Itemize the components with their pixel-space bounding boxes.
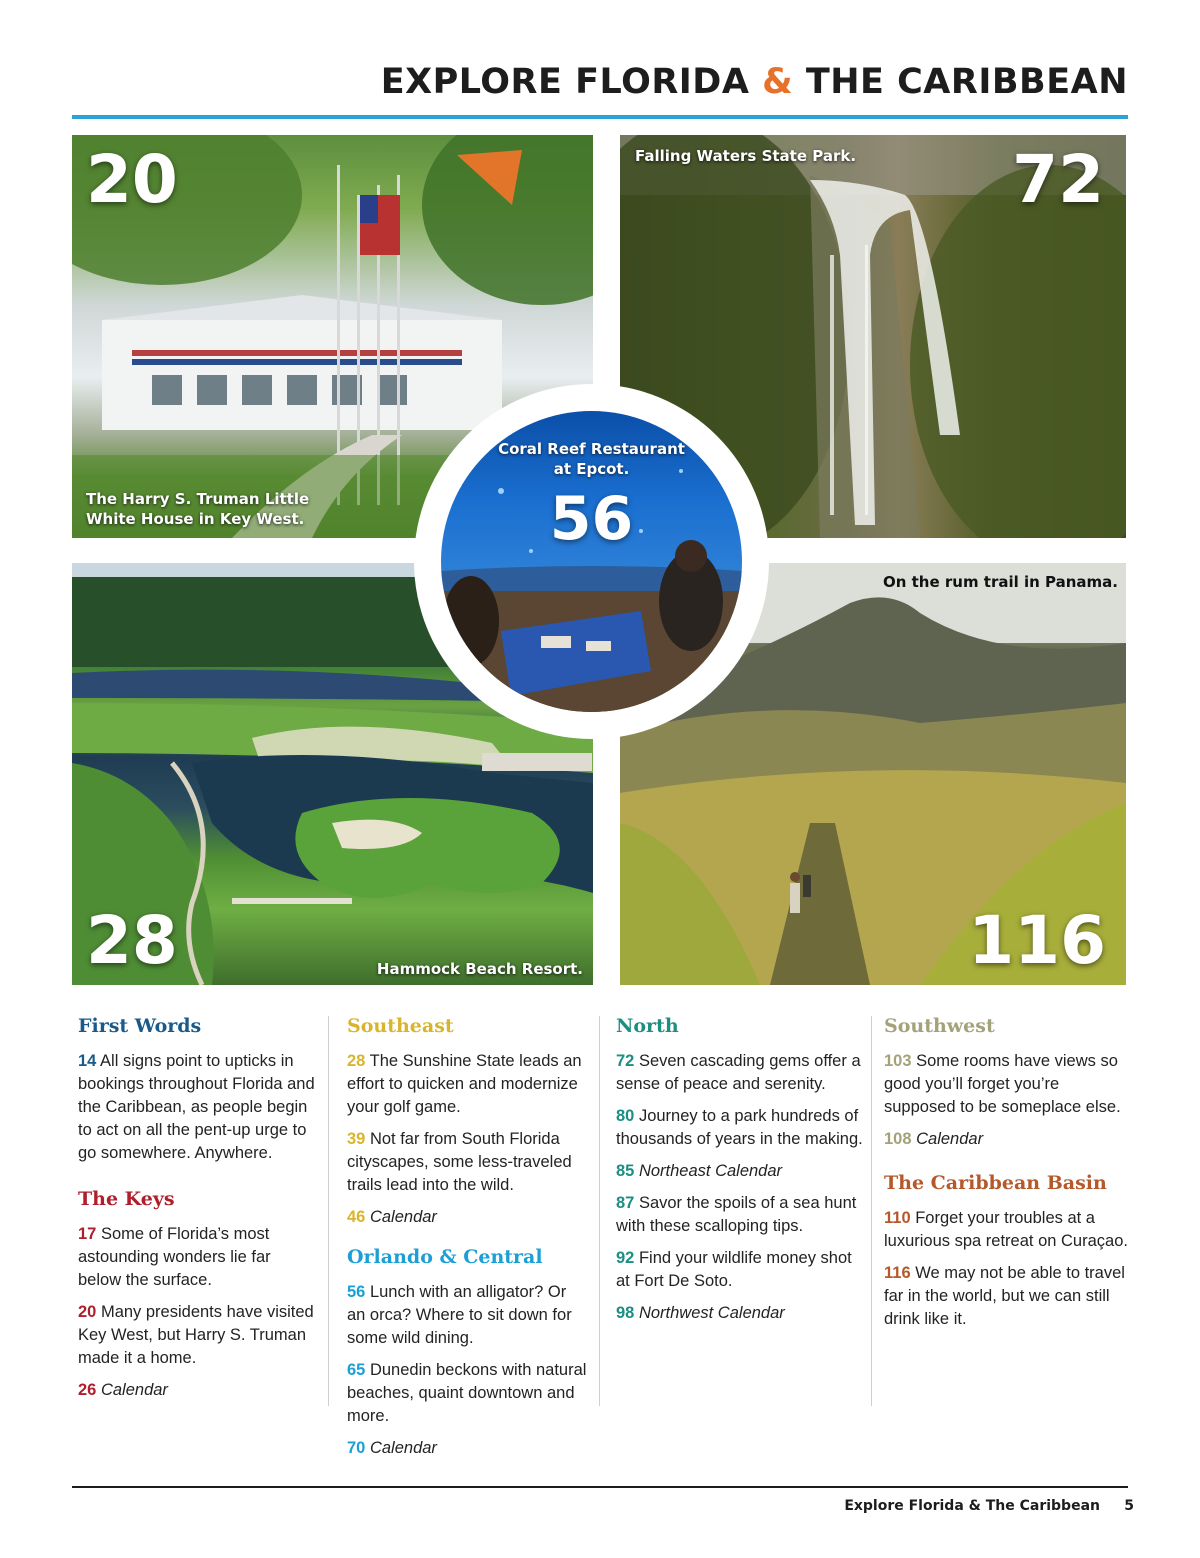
toc-page-number: 103 [884,1052,912,1070]
section-heading-caribbean-basin: The Caribbean Basin [884,1172,1107,1194]
title-part-1: EXPLORE FLORIDA [380,62,763,102]
toc-page-number: 26 [78,1381,97,1399]
toc-page-number: 39 [347,1130,366,1148]
toc-entry-text: Forget your troubles at a luxurious spa retreat on Curaçao. [884,1209,1128,1250]
toc-page-number: 28 [347,1052,366,1070]
toc-entry[interactable] [347,1206,587,1229]
toc-entry-text: All signs point to upticks in bookings throughout Florida and the Caribbean, as people begin to act on all the pent-up urge to go somewhere. Anywhere. [78,1052,315,1162]
toc-entry-text: Northwest Calendar [638,1304,785,1322]
toc-entry-text: Journey to a park hundreds of thousands of years in the making. [616,1107,863,1148]
toc-entry[interactable] [347,1359,587,1428]
toc-page-number: 17 [78,1225,97,1243]
toc-entry-text: Dunedin beckons with natural beaches, quaint downtown and more. [347,1361,587,1425]
column-divider [871,1016,872,1406]
photo-caption: Falling Waters State Park. [635,147,857,165]
section-heading-southwest: Southwest [884,1015,995,1037]
toc-page-number: 46 [347,1208,366,1226]
footer-page-number: 5 [1124,1498,1134,1514]
toc-entry-text: Seven cascading gems offer a sense of peace and serenity. [616,1052,861,1093]
caption-line: Coral Reef Restaurant [498,440,685,458]
toc-entry[interactable] [884,1262,1128,1331]
toc-entry-text: Some rooms have views so good you’ll forget you’re supposed to be someplace else. [884,1052,1121,1116]
toc-entry[interactable] [347,1437,587,1460]
toc-entry-text: Calendar [100,1381,168,1399]
header-rule [72,115,1128,119]
toc-entry[interactable] [78,1050,318,1165]
title-part-2: THE CARIBBEAN [793,62,1128,102]
toc-entry-text: The Sunshine State leads an effort to quicken and modernize your golf game. [347,1052,582,1116]
toc-entry-text: Not far from South Florida cityscapes, some less-traveled trails lead into the wild. [347,1130,572,1194]
page-number-badge: 20 [86,141,178,218]
page-number-badge: 28 [86,902,178,979]
toc-page-number: 110 [884,1209,911,1227]
toc-entry-text: We may not be able to travel far in the world, but we can still drink like it. [884,1264,1125,1328]
toc-page-number: 70 [347,1439,366,1457]
toc-page-number: 85 [616,1162,635,1180]
section-heading-first-words: First Words [78,1015,202,1037]
toc-page-number: 92 [616,1249,635,1267]
photo-caption: On the rum trail in Panama. [882,573,1118,591]
toc-entry-text: Calendar [369,1208,437,1226]
toc-entry-text: Lunch with an alligator? Or an orca? Where to sit down for some wild dining. [347,1283,572,1347]
column-divider [328,1016,329,1406]
toc-entry-text: Some of Florida’s most astounding wonders lie far below the surface. [78,1225,271,1289]
toc-column-1 [78,1012,318,1411]
toc-entry-text: Northeast Calendar [638,1162,783,1180]
footer-publication-title: Explore Florida & The Caribbean [844,1498,1100,1514]
toc-entry[interactable] [616,1160,866,1183]
toc-entry[interactable] [884,1128,1128,1151]
toc-entry[interactable] [884,1207,1128,1253]
toc-column-2 [347,1012,587,1469]
photo-caption: Hammock Beach Resort. [376,960,583,978]
toc-entry[interactable] [884,1050,1128,1119]
toc-entry[interactable] [616,1192,866,1238]
section-heading-the-keys: The Keys [78,1188,175,1210]
toc-entry-text: Calendar [369,1439,437,1457]
toc-page-number: 116 [884,1264,911,1282]
toc-entry[interactable] [78,1223,318,1292]
toc-entry[interactable] [347,1128,587,1197]
toc-entry-text: Many presidents have visited Key West, but Harry S. Truman made it a home. [78,1303,314,1367]
toc-page-number: 108 [884,1130,912,1148]
toc-page-number: 98 [616,1304,635,1322]
page-number-badge: 116 [968,902,1106,979]
caption-line: The Harry S. Truman Little [86,490,310,508]
toc-entry[interactable] [347,1050,587,1119]
toc-entry-text: Calendar [916,1130,984,1148]
title-ampersand: & [762,62,794,102]
photo-coral-reef-restaurant[interactable] [441,411,742,712]
photo-caption [86,489,309,529]
toc-page-number: 80 [616,1107,635,1125]
caption-line: at Epcot. [553,460,630,478]
page-number-badge: 72 [1012,141,1104,218]
toc-entry-text: Find your wildlife money shot at Fort De Soto. [616,1249,852,1290]
toc-page-number: 20 [78,1303,97,1321]
toc-page-number: 72 [616,1052,635,1070]
page-title [381,62,1128,102]
caption-line: White House in Key West. [86,510,305,528]
toc-entry[interactable] [616,1302,866,1325]
section-heading-southeast: Southeast [347,1015,454,1037]
photo-caption [441,439,742,479]
toc-page-number: 87 [616,1194,635,1212]
section-heading-north: North [616,1015,679,1037]
section-heading-orlando-central: Orlando & Central [347,1246,543,1268]
toc-page-number: 65 [347,1361,366,1379]
toc-page-number: 14 [78,1052,97,1070]
footer-rule [72,1486,1128,1488]
toc-entry-text: Savor the spoils of a sea hunt with these scalloping tips. [616,1194,857,1235]
toc-entry[interactable] [78,1301,318,1370]
toc-entry[interactable] [616,1247,866,1293]
toc-column-4 [884,1012,1128,1340]
page-number-badge: 56 [549,484,634,554]
toc-page-number: 56 [347,1283,366,1301]
toc-entry[interactable] [616,1105,866,1151]
column-divider [599,1016,600,1406]
toc-entry[interactable] [616,1050,866,1096]
toc-entry[interactable] [78,1379,318,1402]
toc-column-3 [616,1012,866,1334]
toc-entry[interactable] [347,1281,587,1350]
